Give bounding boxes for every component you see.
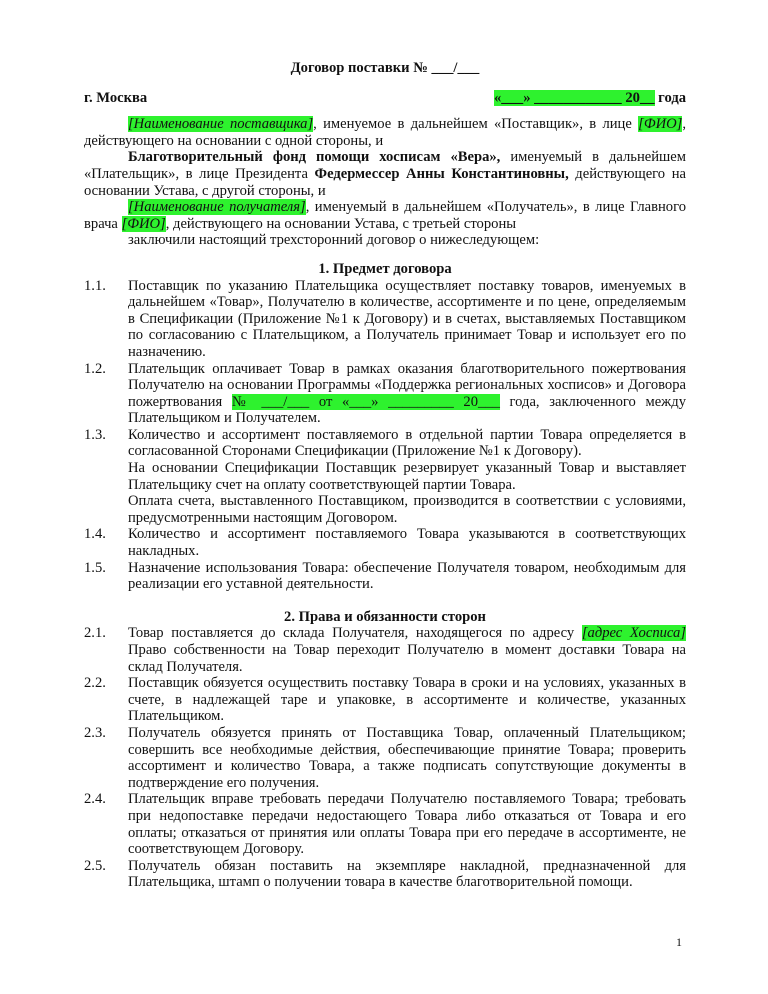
- section-heading: 2. Права и обязанности сторон: [284, 608, 486, 625]
- clause-number: 2.5.: [84, 857, 106, 874]
- text: , именуемый в дальнейшем «Получатель», в лице Главного врача: [84, 199, 687, 232]
- text: , именуемое в дальнейшем «Поставщик», в лице: [313, 116, 639, 133]
- text: Право собственности на Товар переходит Получателю в момент доставки Товара на склад Получателя.: [128, 642, 686, 675]
- text: Назначение использования Товара: обеспечение Получателя товаром, необходимым для реализации его уставной деятельности.: [128, 559, 686, 593]
- clause-text: [128, 361, 686, 427]
- clause: [84, 858, 686, 891]
- text: , действующего на основании Устава, с третьей стороны: [165, 215, 517, 232]
- clause: [84, 526, 686, 559]
- clause: [84, 427, 686, 527]
- contract-date: [494, 90, 686, 107]
- fio-placeholder: [ФИО]: [638, 116, 683, 133]
- clause-text: [128, 675, 686, 725]
- clause-text: [128, 725, 686, 791]
- preamble-concluded: заключили настоящий трехсторонний договор о нижеследующем:: [128, 232, 540, 249]
- section-heading: 1. Предмет договора: [318, 260, 452, 277]
- recipient-name-placeholder: [Наименование получателя]: [128, 199, 306, 216]
- document-page: [84, 60, 686, 891]
- clause: [84, 791, 686, 857]
- clause-text: [128, 278, 686, 361]
- clause-number: 2.2.: [84, 675, 106, 692]
- placeholder-highlight: № ___/___ от «___» _________ 20___: [231, 393, 500, 410]
- text: Плательщик оплачивает Товар в рамках оказания благотворительного пожертвования Получателю на основании Программы «Поддержка региональных хосписов» и Договора пожертвования: [128, 360, 686, 410]
- clause-number: 1.3.: [84, 426, 106, 443]
- clause-number: 1.5.: [84, 559, 106, 576]
- text: Поставщик обязуется осуществить поставку Товара в сроки и на условиях, указанных в счете, в надлежащей таре и упаковке, в ассортименте и количестве, указанных Плательщиком.: [128, 675, 686, 725]
- fund-name: Благотворительный фонд помощи хосписам «Вера»,: [128, 149, 501, 166]
- clause-text: [128, 625, 686, 675]
- text: , действующего на основании с одной стороны, и: [84, 116, 686, 149]
- supplier-name-placeholder: [Наименование поставщика]: [128, 116, 314, 133]
- city-date-row: [84, 90, 686, 107]
- clause: [84, 625, 686, 675]
- text: Количество и ассортимент поставляемого Товара указываются в соответствующих накладных.: [128, 526, 686, 560]
- text: именуемый в дальнейшем «Плательщик», в лице Президента: [84, 149, 686, 182]
- document-title: Договор поставки № ___/___: [290, 60, 480, 76]
- clause-text: [128, 560, 686, 593]
- date-suffix: года: [654, 89, 686, 106]
- clause-text: [128, 858, 686, 891]
- clause-number: 1.1.: [84, 277, 106, 294]
- president-name: Федермессер Анны Константиновны,: [314, 165, 569, 182]
- clause: [84, 361, 686, 427]
- text: Получатель обязуется принять от Поставщика Товар, оплаченный Плательщиком; совершить все необходимые действия, обеспечивающие принятие Товара; проверить ассортимент и количество Товара, а также подписать сопутствующие документы в подтверждение его получения.: [128, 724, 686, 791]
- preamble-payer: [84, 149, 686, 199]
- clause-text: [128, 427, 686, 527]
- clause-number: 2.3.: [84, 724, 106, 741]
- clause-number: 1.2.: [84, 360, 106, 377]
- text: Поставщик по указанию Плательщика осуществляет поставку товаров, именуемых в дальнейшем «Товар», Получателю в количестве, ассортименте и по цене, определяемым в Спецификации (Приложение №1 к Договору) и в счетах, выставляемых Поставщиком по согласованию с Плательщиком, а Получатель принимает Товар и использует его по назначению.: [128, 277, 686, 360]
- date-blank: «___» ____________ 20__: [494, 89, 655, 106]
- clause-text: [128, 526, 686, 559]
- fio-placeholder: [ФИО]: [121, 215, 166, 232]
- text: года, заключенного между Плательщиком и Получателем.: [128, 393, 686, 427]
- text: Товар поставляется до склада Получателя, находящегося по адресу: [128, 625, 582, 642]
- clause-paragraph: Оплата счета, выставленного Поставщиком, производится в соответствии с условиями, предусмотренными настоящим Договором.: [128, 493, 686, 526]
- preamble-supplier: [84, 116, 686, 149]
- clause-paragraph: На основании Спецификации Поставщик резервирует указанный Товар и выставляет Плательщику счет на оплату соответствующей партии Товара.: [128, 460, 686, 493]
- clause-number: 2.4.: [84, 791, 106, 808]
- clause-text: [128, 791, 686, 857]
- placeholder-highlight: [адрес Хосписа]: [581, 625, 686, 642]
- clause: [84, 675, 686, 725]
- clause: [84, 560, 686, 593]
- clause-number: 2.1.: [84, 625, 106, 642]
- text: Получатель обязан поставить на экземпляре накладной, предназначенной для Плательщика, штамп о получении товара в качестве благотворительной помощи.: [128, 857, 686, 891]
- preamble-recipient: [84, 199, 686, 232]
- clause: [84, 725, 686, 791]
- text: Количество и ассортимент поставляемого в отдельной партии Товара определяется в согласованной Сторонами Спецификации (Приложение №1 к Договору).: [128, 426, 686, 460]
- city: г. Москва: [84, 89, 148, 106]
- sections: [84, 261, 686, 891]
- clause: [84, 278, 686, 361]
- page-number: 1: [676, 935, 682, 949]
- text: Плательщик вправе требовать передачи Получателю поставляемого Товара; требовать при недопоставке передачи недостающего Товара либо отказаться от Товара и его оплаты; отказаться от принятия или оплаты Товара при его передаче в ассортименте, не соответствующем Договору.: [128, 791, 686, 858]
- text: действующего на основании Устава, с другой стороны, и: [84, 165, 686, 199]
- clause-number: 1.4.: [84, 526, 106, 543]
